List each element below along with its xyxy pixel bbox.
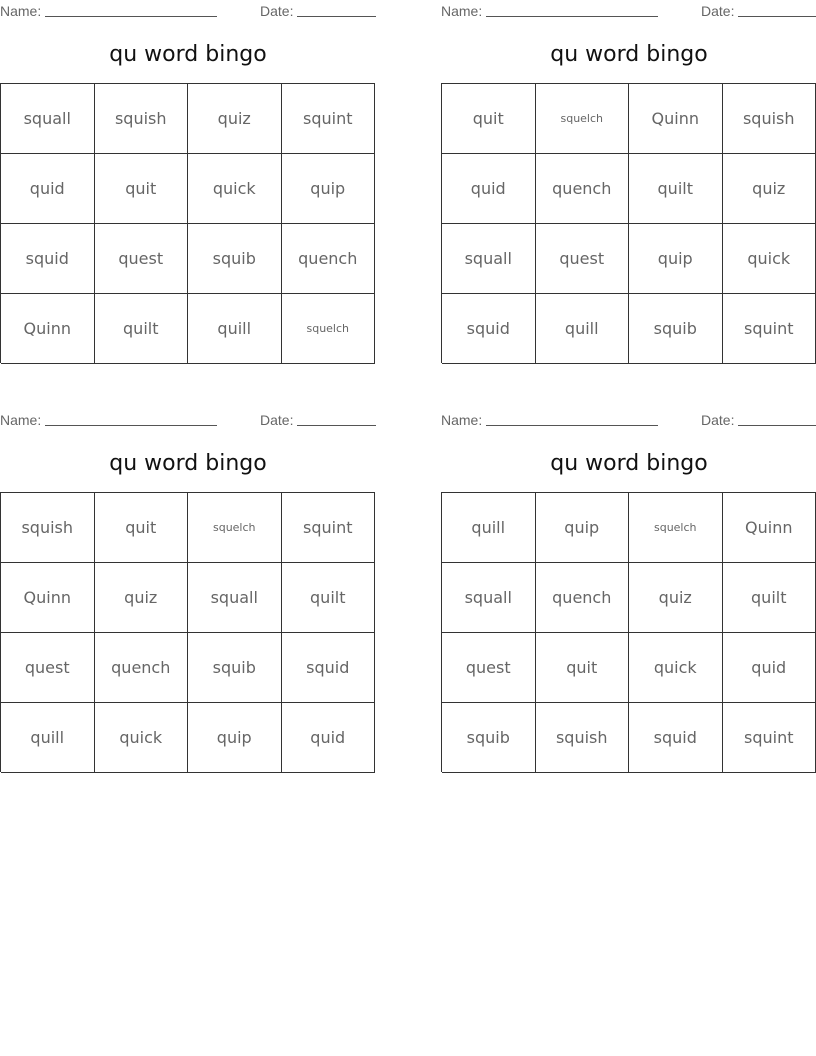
name-line (486, 16, 658, 17)
bingo-cell: squib (188, 633, 282, 703)
bingo-cell: squint (282, 493, 376, 563)
name-line (486, 425, 658, 426)
bingo-grid (441, 492, 816, 772)
bingo-cell: squib (442, 703, 536, 773)
bingo-cell: squid (1, 224, 95, 294)
bingo-cell: quest (1, 633, 95, 703)
bingo-cell: quilt (723, 563, 816, 633)
date-label: Date: (260, 412, 294, 428)
bingo-cell: quilt (95, 294, 189, 364)
bingo-cell: quest (536, 224, 630, 294)
bingo-cell: quiz (95, 563, 189, 633)
date-line (297, 16, 376, 17)
bingo-cell: quit (442, 84, 536, 154)
bingo-cell: quid (723, 633, 816, 703)
bingo-cell: quid (442, 154, 536, 224)
card-header (441, 2, 816, 20)
date-label: Date: (260, 3, 294, 19)
bingo-cell: squid (629, 703, 723, 773)
bingo-cell: quid (1, 154, 95, 224)
bingo-card-4 (441, 409, 816, 769)
bingo-cell: quill (536, 294, 630, 364)
bingo-cell: quid (282, 703, 376, 773)
name-line (45, 425, 217, 426)
bingo-cell: quench (536, 154, 630, 224)
bingo-cell: quilt (282, 563, 376, 633)
date-line (738, 425, 816, 426)
date-label: Date: (701, 412, 735, 428)
bingo-cell: quiz (629, 563, 723, 633)
bingo-cell: quest (95, 224, 189, 294)
bingo-cell: squish (95, 84, 189, 154)
bingo-cell: squint (723, 703, 816, 773)
bingo-cell: quit (95, 154, 189, 224)
bingo-cell: quill (1, 703, 95, 773)
bingo-cell: quench (536, 563, 630, 633)
card-title: qu word bingo (109, 451, 267, 476)
bingo-cell: quench (282, 224, 376, 294)
bingo-cell: squish (723, 84, 816, 154)
bingo-cell: Quinn (1, 294, 95, 364)
bingo-cell: quill (442, 493, 536, 563)
bingo-cell: squib (629, 294, 723, 364)
bingo-cell: squall (442, 224, 536, 294)
card-header (441, 411, 816, 429)
name-line (45, 16, 217, 17)
date-label: Date: (701, 3, 735, 19)
bingo-cell: squib (188, 224, 282, 294)
bingo-cell: quip (188, 703, 282, 773)
bingo-cell: quiz (188, 84, 282, 154)
bingo-cell: quick (723, 224, 816, 294)
bingo-cell: Quinn (723, 493, 816, 563)
bingo-cell: squelch (536, 84, 630, 154)
bingo-cell: squall (442, 563, 536, 633)
card-title: qu word bingo (109, 42, 267, 67)
bingo-cell: Quinn (1, 563, 95, 633)
name-label: Name: (0, 412, 42, 428)
bingo-cell: quest (442, 633, 536, 703)
bingo-cell: quick (95, 703, 189, 773)
bingo-cell: Quinn (629, 84, 723, 154)
name-label: Name: (441, 412, 483, 428)
bingo-cell: quip (536, 493, 630, 563)
bingo-cell: quip (629, 224, 723, 294)
date-line (738, 16, 816, 17)
bingo-cell: quit (536, 633, 630, 703)
card-title: qu word bingo (550, 451, 708, 476)
bingo-cell: quench (95, 633, 189, 703)
bingo-cell: quit (95, 493, 189, 563)
card-header (0, 2, 376, 20)
bingo-cell: squid (442, 294, 536, 364)
bingo-cell: quiz (723, 154, 816, 224)
bingo-cell: squall (188, 563, 282, 633)
name-label: Name: (0, 3, 42, 19)
bingo-cell: quick (188, 154, 282, 224)
bingo-cell: squint (282, 84, 376, 154)
bingo-cell: squid (282, 633, 376, 703)
bingo-card-2 (441, 0, 816, 360)
bingo-cell: squelch (188, 493, 282, 563)
bingo-cell: squish (536, 703, 630, 773)
bingo-cell: quill (188, 294, 282, 364)
bingo-grid (0, 492, 375, 772)
bingo-cell: squish (1, 493, 95, 563)
bingo-cell: squint (723, 294, 816, 364)
bingo-cell: quip (282, 154, 376, 224)
bingo-cell: squelch (282, 294, 376, 364)
bingo-grid (441, 83, 816, 363)
date-line (297, 425, 376, 426)
bingo-cell: squelch (629, 493, 723, 563)
bingo-cell: quilt (629, 154, 723, 224)
bingo-card-1 (0, 0, 376, 360)
bingo-card-3 (0, 409, 376, 769)
name-label: Name: (441, 3, 483, 19)
card-header (0, 411, 376, 429)
bingo-cell: quick (629, 633, 723, 703)
bingo-cell: squall (1, 84, 95, 154)
bingo-grid (0, 83, 375, 363)
card-title: qu word bingo (550, 42, 708, 67)
